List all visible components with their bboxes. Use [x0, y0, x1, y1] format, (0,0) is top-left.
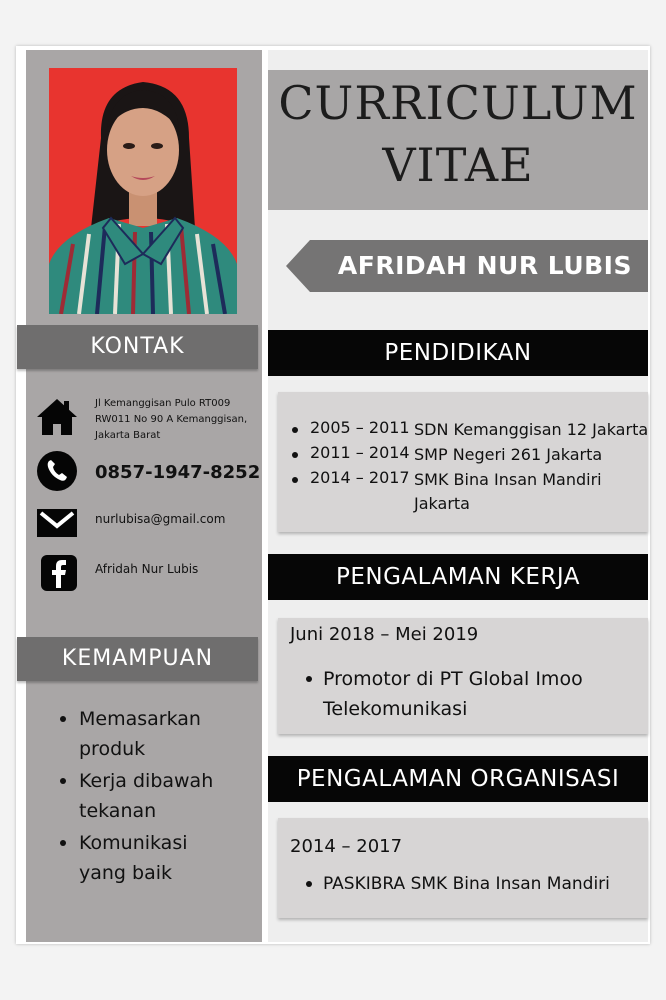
skill-item	[60, 766, 213, 826]
education-item	[290, 418, 648, 442]
education-years: 2011 – 2014	[310, 443, 410, 462]
skill-line: Kerja dibawah	[79, 770, 214, 792]
house-icon	[36, 396, 78, 438]
education-school: SMK Bina Insan Mandiri Jakarta	[414, 470, 602, 513]
title-line-1: CURRICULUM	[278, 76, 638, 130]
address-line: Jl Kemanggisan Pulo RT009	[95, 398, 231, 409]
education-heading: PENDIDIKAN	[268, 330, 648, 376]
phone-icon	[36, 450, 78, 492]
address-block	[95, 396, 247, 444]
address-line: RW011 No 90 A Kemanggisan,	[95, 414, 248, 425]
title-line-2: VITAE	[382, 138, 534, 192]
work-item	[306, 664, 583, 724]
work-item-line: Telekomunikasi	[323, 698, 468, 720]
phone-number: 0857-1947-8252	[95, 462, 261, 483]
education-years: 2005 – 2011	[310, 418, 410, 437]
skill-line: tekanan	[79, 800, 157, 822]
address-line: Jakarta Barat	[95, 430, 161, 441]
work-period: Juni 2018 – Mei 2019	[290, 624, 479, 645]
skill-item	[60, 828, 188, 888]
full-name: AFRIDAH NUR LUBIS	[337, 251, 632, 280]
portrait-illustration	[49, 68, 237, 314]
organization-box	[278, 818, 648, 918]
work-heading: PENGALAMAN KERJA	[268, 554, 648, 600]
facebook-name: Afridah Nur Lubis	[95, 562, 199, 576]
skill-item	[60, 704, 201, 764]
organization-item-text: PASKIBRA SMK Bina Insan Mandiri	[323, 874, 610, 894]
profile-photo	[49, 68, 237, 314]
organization-heading: PENGALAMAN ORGANISASI	[268, 756, 648, 802]
organization-item	[306, 872, 610, 896]
mail-icon	[36, 502, 78, 544]
education-years: 2014 – 2017	[310, 468, 410, 487]
organization-period: 2014 – 2017	[290, 836, 403, 857]
work-item-line: Promotor di PT Global Imoo	[323, 668, 583, 690]
email-address: nurlubisa@gmail.com	[95, 512, 226, 526]
skills-heading: KEMAMPUAN	[17, 637, 258, 681]
skill-line: yang baik	[79, 862, 173, 884]
skill-line: Memasarkan	[79, 708, 201, 730]
education-item	[290, 443, 648, 467]
facebook-icon	[38, 552, 80, 594]
skill-line: Komunikasi	[79, 832, 188, 854]
education-item	[290, 468, 648, 516]
skill-line: produk	[79, 738, 146, 760]
education-school: SDN Kemanggisan 12 Jakarta	[414, 420, 649, 439]
education-school: SMP Negeri 261 Jakarta	[414, 445, 603, 464]
contact-heading: KONTAK	[17, 325, 258, 369]
